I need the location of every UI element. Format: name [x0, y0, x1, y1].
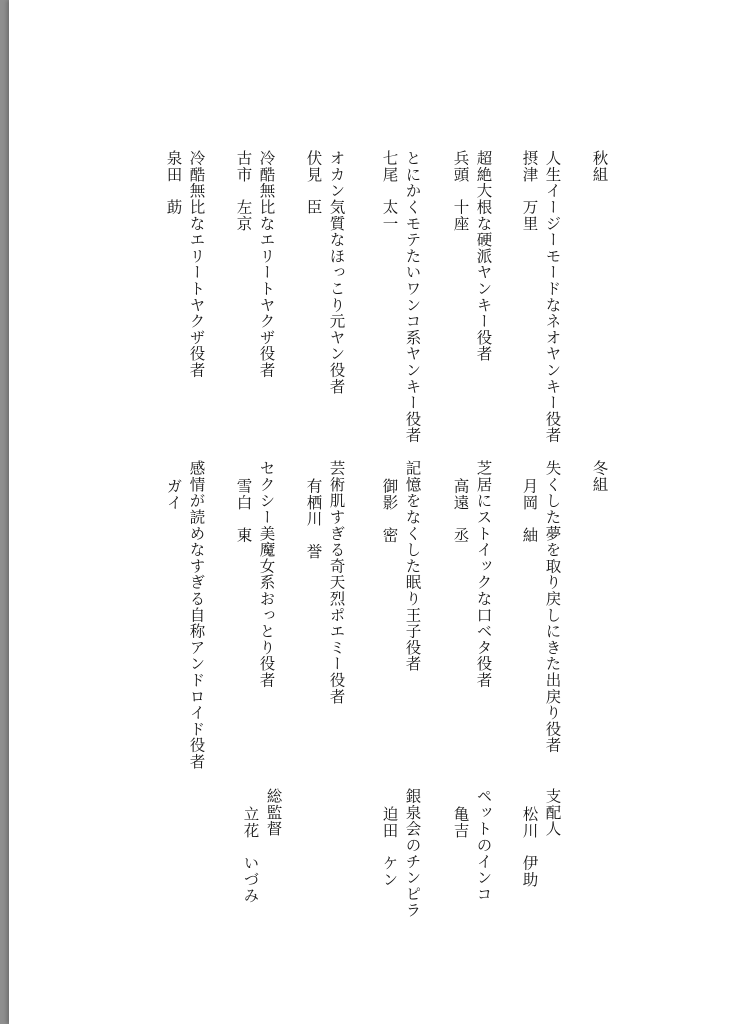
autumn-role-4: オカン気質なほっこり元ヤン役者: [327, 150, 346, 395]
winter-name-4: 有栖川 誉: [304, 478, 323, 560]
winter-name-2: 高遠 丞: [451, 478, 470, 544]
winter-name-3: 御影 密: [380, 478, 399, 544]
staff-role-thug: 銀泉会のチンピラ: [403, 788, 422, 919]
staff-role-director: 総監督: [264, 788, 283, 837]
winter-name-6: ガイ: [164, 478, 183, 511]
autumn-heading: 秋組: [590, 150, 609, 183]
staff-name-manager: 松川 伊助: [520, 806, 539, 888]
autumn-role-6: 冷酷無比なエリートヤクザ役者: [187, 150, 206, 379]
winter-name-1: 月岡 紬: [520, 478, 539, 544]
autumn-name-5: 古市 左京: [234, 150, 253, 232]
winter-role-6: 感情が読めなすぎる自称アンドロイド役者: [187, 460, 206, 770]
winter-name-5: 雪白 東: [234, 478, 253, 544]
staff-role-parakeet: ペットのインコ: [474, 788, 493, 903]
autumn-name-3: 七尾 太一: [380, 150, 399, 232]
autumn-role-1: 人生イージーモードなネオヤンキー役者: [543, 150, 562, 444]
script-page: [9, 0, 751, 1024]
winter-heading: 冬組: [590, 460, 609, 493]
autumn-role-2: 超絶大根な硬派ヤンキー役者: [474, 150, 493, 362]
winter-role-3: 記憶をなくした眠り王子役者: [403, 460, 422, 672]
staff-role-manager: 支配人: [543, 788, 562, 837]
staff-name-thug: 迫田 ケン: [380, 806, 399, 888]
winter-role-2: 芝居にストイックな口ベタ役者: [474, 460, 493, 689]
autumn-role-5: 冷酷無比なエリートヤクザ役者: [257, 150, 276, 379]
autumn-name-2: 兵頭 十座: [451, 150, 470, 232]
autumn-name-6: 泉田 莇: [164, 150, 183, 216]
winter-role-4: 芸術肌すぎる奇天烈ポエミー役者: [327, 460, 346, 705]
autumn-name-1: 摂津 万里: [520, 150, 539, 232]
staff-name-director: 立花 いづみ: [241, 806, 260, 904]
autumn-name-4: 伏見 臣: [304, 150, 323, 216]
staff-name-parakeet: 亀吉: [451, 806, 470, 839]
winter-role-1: 失くした夢を取り戻しにきた出戻り役者: [543, 460, 562, 754]
winter-role-5: セクシー美魔女系おっとり役者: [257, 460, 276, 689]
autumn-role-3: とにかくモテたいワンコ系ヤンキー役者: [403, 150, 422, 444]
